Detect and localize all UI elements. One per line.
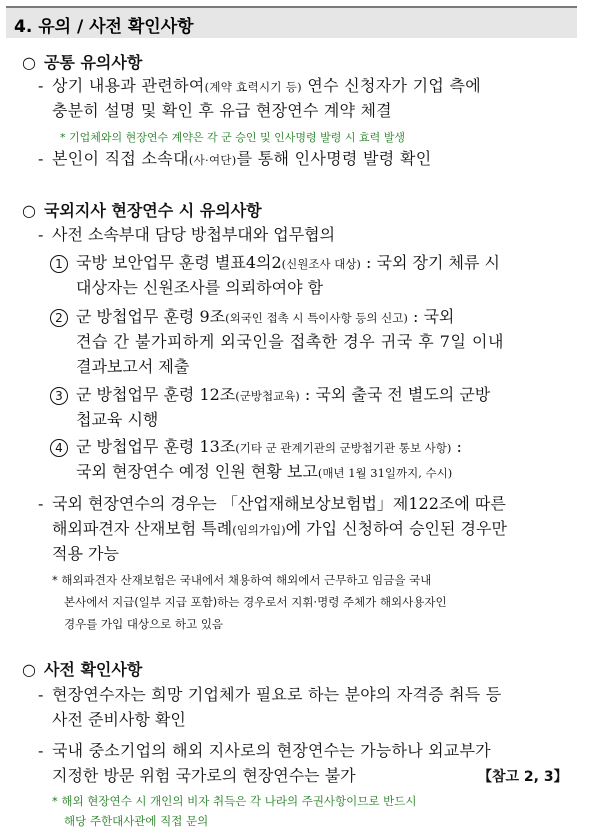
- text-small: (임의가입): [232, 523, 286, 537]
- text: 에 가입 신청하여 승인된 경우만: [285, 519, 507, 538]
- s3-note-line1: * 해외 현장연수 시 개인의 비자 취득은 각 나라의 주권사항이므로 반드시: [52, 794, 417, 808]
- text: : 국외 장기 체류 시: [360, 253, 500, 272]
- text: : 국외 출국 전 별도의 군방: [299, 385, 491, 404]
- text-small: (신원조사 대상): [281, 257, 361, 271]
- circle-bullet-icon: ○: [22, 201, 36, 220]
- s3-item1-line2: 사전 준비사항 확인: [52, 710, 186, 729]
- s3-note-line2: 해당 주한대사관에 직접 문의: [64, 814, 209, 828]
- text: 군 방첩업무 훈령 13조: [76, 437, 236, 456]
- section3-title: 사전 확인사항: [43, 660, 143, 679]
- dash-bullet: -: [38, 76, 44, 95]
- s3-item1-line1: 현장연수자는 희망 기업체가 필요로 하는 분야의 자격증 취득 등: [52, 685, 502, 704]
- s2-item2-line3: 결과보고서 제출: [76, 357, 190, 376]
- text-small: (외국인 접촉 시 특이사항 등의 신고): [225, 311, 408, 325]
- text: 군 방첩업무 훈령 9조: [76, 307, 226, 326]
- s2-note-line2: 본사에서 지급(일부 지급 포함)하는 경우로서 지휘·명령 주체가 해외사용자인: [64, 595, 447, 609]
- text: 연수 신청자가 기업 측에: [301, 76, 482, 95]
- s2-item3-line2: 첩교육 시행: [76, 410, 159, 429]
- text: : 국외: [407, 307, 455, 326]
- number-1-icon: 1: [50, 255, 68, 273]
- text: 상기 내용과 관련하여: [52, 76, 205, 95]
- s2-item3-line1: [76, 384, 490, 407]
- section1-heading: [22, 50, 142, 73]
- s1-note: * 기업체와의 현장연수 계약은 각 군 승인 및 인사명령 발령 시 효력 발생: [60, 131, 405, 144]
- dash-bullet: -: [38, 494, 44, 513]
- page-title: 4. 유의 / 사전 확인사항: [14, 17, 194, 37]
- number-4-icon: 4: [50, 439, 68, 457]
- s2-item4-line2: [76, 461, 452, 484]
- text-small: (군방첩교육): [235, 389, 300, 403]
- s2-insurance-line2: [52, 518, 507, 541]
- text: 본인이 직접 소속대: [52, 149, 189, 168]
- s3-item2-line1: 국내 중소기업의 해외 지사로의 현장연수는 가능하나 외교부가: [52, 741, 491, 760]
- s1-item1-line1: [52, 75, 481, 98]
- s2-item4-line1: [76, 436, 462, 459]
- section2-title: 국외지사 현장연수 시 유의사항: [43, 201, 262, 220]
- section-header: [6, 6, 577, 38]
- s2-intro: 사전 소속부대 담당 방첩부대와 업무협의: [52, 225, 336, 244]
- text: 국방 보안업무 훈령 별표4의2: [76, 253, 282, 272]
- text: 해외파견자 산재보험 특례: [52, 519, 233, 538]
- section3-heading: [22, 657, 142, 680]
- text-small: (계약 효력시기 등): [204, 80, 302, 94]
- dash-bullet: -: [38, 225, 44, 244]
- s2-item2-line1: [76, 306, 454, 329]
- section2-heading: [22, 198, 262, 221]
- s2-note-line3: 경우를 가입 대상으로 하고 있음: [64, 617, 224, 631]
- s2-item1-line1: [76, 252, 500, 275]
- section1-title: 공통 유의사항: [43, 53, 143, 72]
- s3-item2-line2: 지정한 방문 위험 국가로의 현장연수는 불가: [52, 766, 356, 785]
- circle-bullet-icon: ○: [22, 53, 36, 72]
- s2-insurance-line1: 국외 현장연수의 경우는 「산업재해보상보험법」제122조에 따른: [52, 494, 506, 513]
- dash-bullet: -: [38, 685, 44, 704]
- text-small: (사·여단): [188, 153, 237, 167]
- reference-label: 【참고 2, 3】: [478, 769, 568, 785]
- text-small: (기타 군 관계기관의 군방첩기관 통보 사항): [235, 441, 452, 455]
- s2-note-line1: * 해외파견자 산재보험은 국내에서 채용하여 해외에서 근무하고 임금을 국내: [52, 573, 432, 587]
- text: 국외 현장연수 예정 인원 현황 보고: [76, 462, 318, 481]
- dash-bullet: -: [38, 741, 44, 760]
- s2-item2-line2: 견습 간 불가피하게 외국인을 접촉한 경우 귀국 후 7일 이내: [76, 332, 504, 351]
- text: :: [451, 437, 462, 456]
- text: 군 방첩업무 훈령 12조: [76, 385, 236, 404]
- dash-bullet: -: [38, 149, 44, 168]
- s2-insurance-line3: 적용 가능: [52, 544, 119, 563]
- number-3-icon: 3: [50, 387, 68, 405]
- s1-item1-line2: 충분히 설명 및 확인 후 유급 현장연수 계약 체결: [52, 101, 392, 120]
- s1-item2: [52, 148, 431, 171]
- s2-item1-line2: 대상자는 신원조사를 의뢰하여야 함: [76, 278, 324, 297]
- text-small: (매년 1월 31일까지, 수시): [317, 466, 453, 480]
- circle-bullet-icon: ○: [22, 660, 36, 679]
- text: 를 통해 인사명령 발령 확인: [236, 149, 432, 168]
- number-2-icon: 2: [50, 309, 68, 327]
